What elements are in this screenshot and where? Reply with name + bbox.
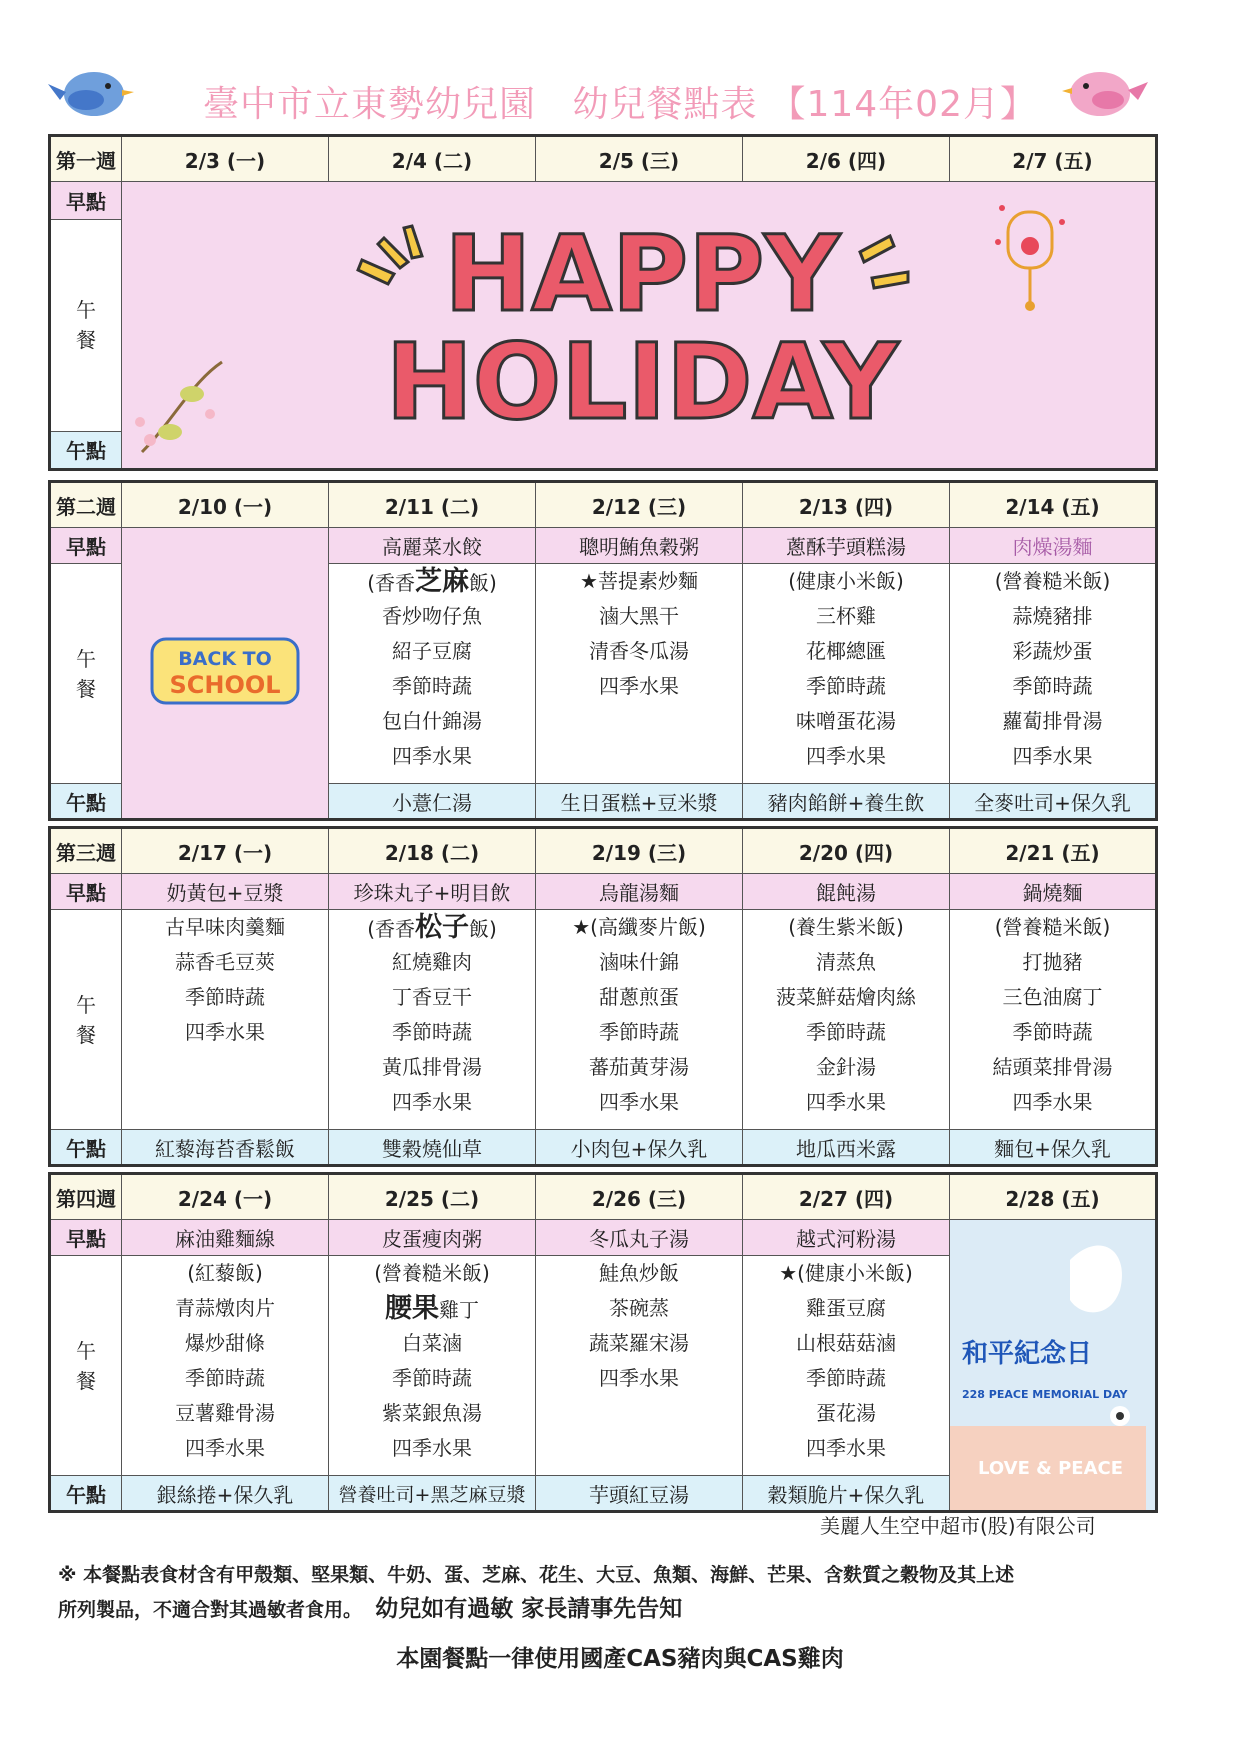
lunch-dish: 青蒜燉肉片 bbox=[175, 1296, 275, 1320]
allergy-notice bbox=[58, 1558, 1168, 1627]
supplier-name: 美麗人生空中超市(股)有限公司 bbox=[820, 1514, 1096, 1538]
snack-item: 紅藜海苔香鬆飯 bbox=[122, 1130, 329, 1166]
lunch-dish: 季節時蔬 bbox=[1012, 674, 1093, 698]
snack-item: 營養吐司+黑芝麻豆漿 bbox=[329, 1476, 536, 1512]
lunch-dish: 四季水果 bbox=[806, 744, 886, 768]
day-header: 2/11 (二) bbox=[329, 482, 536, 528]
day-header: 2/18 (二) bbox=[329, 828, 536, 874]
lunch-dish: 彩蔬炒蛋 bbox=[1012, 639, 1093, 663]
lunch-dish: 四季水果 bbox=[392, 744, 472, 768]
lunch-dish: (養生紫米飯) bbox=[788, 915, 904, 939]
lunch-dish: 滷味什錦 bbox=[599, 950, 679, 974]
lunch-dish: 丁香豆干 bbox=[392, 985, 472, 1009]
lunch-cell bbox=[329, 564, 536, 784]
breakfast-item: 肉燥湯麵 bbox=[950, 528, 1157, 564]
snack-item: 生日蛋糕+豆米漿 bbox=[536, 784, 743, 820]
lunch-cell bbox=[743, 1256, 950, 1476]
lunch-dish: 紫菜銀魚湯 bbox=[382, 1401, 482, 1425]
lunch-label: 午 餐 bbox=[50, 910, 122, 1130]
school-badge-line1: BACK TO bbox=[178, 647, 272, 670]
peace-title: 和平紀念日 bbox=[962, 1339, 1093, 1369]
lunch-dish: 香炒吻仔魚 bbox=[382, 604, 482, 628]
lunch-dish: 黃瓜排骨湯 bbox=[382, 1055, 482, 1079]
lunch-label: 午 餐 bbox=[50, 1256, 122, 1476]
week-3-table bbox=[48, 826, 1158, 1167]
breakfast-item: 珍珠丸子+明目飲 bbox=[329, 874, 536, 910]
lunch-dish: 季節時蔬 bbox=[185, 1366, 265, 1390]
breakfast-item: 越式河粉湯 bbox=[743, 1220, 950, 1256]
day-header: 2/7 (五) bbox=[950, 136, 1157, 182]
week-label: 第四週 bbox=[50, 1174, 122, 1220]
holiday-line2: HOLIDAY bbox=[385, 321, 899, 443]
lunch-dish: 蘿蔔排骨湯 bbox=[1002, 709, 1103, 733]
lunch-dish: 蕃茄黃芽湯 bbox=[589, 1055, 689, 1079]
lunch-dish: 古早味肉羹麵 bbox=[165, 915, 285, 939]
lunch-dish: 蒜香毛豆莢 bbox=[175, 950, 275, 974]
lunch-dish: 季節時蔬 bbox=[806, 1366, 886, 1390]
lunch-dish: (營養糙米飯) bbox=[374, 1261, 490, 1285]
lunch-dish: 季節時蔬 bbox=[185, 985, 265, 1009]
lunch-dish: (紅藜飯) bbox=[187, 1261, 263, 1285]
day-header: 2/26 (三) bbox=[536, 1174, 743, 1220]
lunch-cell bbox=[329, 910, 536, 1130]
lunch-dish: (香香松子飯) bbox=[367, 912, 497, 943]
lunch-cell bbox=[536, 564, 743, 784]
back-to-school-badge bbox=[140, 631, 310, 711]
week-label: 第三週 bbox=[50, 828, 122, 874]
lunch-dish: (健康小米飯) bbox=[788, 569, 904, 593]
lunch-dish: 四季水果 bbox=[1012, 1090, 1093, 1114]
lunch-cell bbox=[743, 910, 950, 1130]
allergy-notice-line2: 所列製品，不適合對其過敏者食用。 幼兒如有過敏 家長請事先告知 bbox=[58, 1596, 683, 1622]
lunch-cell bbox=[122, 1256, 329, 1476]
peace-day-cell bbox=[950, 1220, 1157, 1512]
lunch-dish: 爆炒甜條 bbox=[185, 1331, 265, 1355]
snack-item: 小肉包+保久乳 bbox=[536, 1130, 743, 1166]
lunch-dish: 蒜燒豬排 bbox=[1012, 604, 1093, 628]
lunch-dish: 季節時蔬 bbox=[392, 1366, 472, 1390]
snack-label: 午點 bbox=[50, 431, 122, 469]
pink-bird-icon bbox=[1060, 58, 1150, 122]
snack-item: 穀類脆片+保久乳 bbox=[743, 1476, 950, 1512]
breakfast-item: 冬瓜丸子湯 bbox=[536, 1220, 743, 1256]
lunch-dish: 四季水果 bbox=[599, 674, 679, 698]
lunch-dish: 清蒸魚 bbox=[816, 950, 876, 974]
breakfast-item: 烏龍湯麵 bbox=[536, 874, 743, 910]
breakfast-label: 早點 bbox=[50, 528, 122, 564]
lunch-dish: 三杯雞 bbox=[816, 604, 876, 628]
lunch-cell bbox=[536, 1256, 743, 1476]
school-name: 臺中市立東勢幼兒園 bbox=[202, 84, 536, 125]
lunch-dish: 季節時蔬 bbox=[806, 674, 886, 698]
lunch-dish: ★菩提素炒麵 bbox=[580, 569, 698, 593]
day-header: 2/3 (一) bbox=[122, 136, 329, 182]
lunch-dish: 紅燒雞肉 bbox=[392, 950, 472, 974]
week-1-table bbox=[48, 134, 1158, 471]
peace-subtitle: 228 PEACE MEMORIAL DAY bbox=[962, 1388, 1128, 1401]
day-header: 2/10 (一) bbox=[122, 482, 329, 528]
week-2-table bbox=[48, 480, 1158, 821]
snack-item: 麵包+保久乳 bbox=[950, 1130, 1157, 1166]
lunch-dish: 金針湯 bbox=[816, 1055, 876, 1079]
lunch-dish: 季節時蔬 bbox=[806, 1020, 886, 1044]
page-header bbox=[0, 62, 1240, 142]
snack-label: 午點 bbox=[50, 784, 122, 820]
breakfast-item: 蔥酥芋頭糕湯 bbox=[743, 528, 950, 564]
lunch-dish: ★(健康小米飯) bbox=[779, 1261, 913, 1285]
lunch-dish: 茶碗蒸 bbox=[609, 1296, 669, 1320]
week-4-table bbox=[48, 1172, 1158, 1513]
lunch-dish: 滷大黑干 bbox=[599, 604, 679, 628]
peace-motto: LOVE & PEACE bbox=[978, 1458, 1124, 1479]
lunch-dish: 菠菜鮮菇燴肉絲 bbox=[776, 985, 916, 1009]
breakfast-item: 聰明鮪魚穀粥 bbox=[536, 528, 743, 564]
lunch-dish: 季節時蔬 bbox=[392, 1020, 472, 1044]
lunch-dish: (營養糙米飯) bbox=[994, 915, 1111, 939]
birdcage-icon bbox=[995, 205, 1065, 311]
lunch-dish: 鮭魚炒飯 bbox=[599, 1261, 679, 1285]
day-header: 2/25 (二) bbox=[329, 1174, 536, 1220]
breakfast-item: 奶黃包+豆漿 bbox=[122, 874, 329, 910]
day-header: 2/27 (四) bbox=[743, 1174, 950, 1220]
blossom-branch-icon bbox=[135, 362, 222, 452]
day-header: 2/4 (二) bbox=[329, 136, 536, 182]
lunch-dish: 三色油腐丁 bbox=[1002, 985, 1103, 1009]
day-header: 2/14 (五) bbox=[950, 482, 1157, 528]
day-header: 2/24 (一) bbox=[122, 1174, 329, 1220]
lunch-cell bbox=[329, 1256, 536, 1476]
lunch-dish: 紹子豆腐 bbox=[392, 639, 472, 663]
day-header: 2/17 (一) bbox=[122, 828, 329, 874]
lunch-dish: 四季水果 bbox=[806, 1436, 886, 1460]
lunch-dish: ★(高纖麥片飯) bbox=[572, 915, 706, 939]
snack-label: 午點 bbox=[50, 1476, 122, 1512]
lunch-cell bbox=[743, 564, 950, 784]
snack-item: 銀絲捲+保久乳 bbox=[122, 1476, 329, 1512]
snack-item: 地瓜西米露 bbox=[743, 1130, 950, 1166]
school-badge-line2: SCHOOL bbox=[169, 670, 281, 699]
lunch-dish: 四季水果 bbox=[392, 1090, 472, 1114]
lunch-dish: 四季水果 bbox=[599, 1366, 679, 1390]
holiday-line1: HAPPY bbox=[444, 213, 840, 335]
lunch-dish: 季節時蔬 bbox=[1012, 1020, 1093, 1044]
allergy-notice-line1: ※ 本餐點表食材含有甲殼類、堅果類、牛奶、蛋、芝麻、花生、大豆、魚類、海鮮、芒果、含麩質之穀物及其上述 bbox=[58, 1564, 1015, 1586]
snack-item: 豬肉餡餅+養生飲 bbox=[743, 784, 950, 820]
lunch-dish: 四季水果 bbox=[185, 1020, 265, 1044]
lunch-cell bbox=[536, 910, 743, 1130]
day-header: 2/13 (四) bbox=[743, 482, 950, 528]
lunch-dish: 四季水果 bbox=[806, 1090, 886, 1114]
lunch-cell bbox=[950, 564, 1157, 784]
lunch-dish: 季節時蔬 bbox=[599, 1020, 679, 1044]
lunch-dish: (營養糙米飯) bbox=[994, 569, 1111, 593]
breakfast-item: 餛飩湯 bbox=[743, 874, 950, 910]
week-label: 第二週 bbox=[50, 482, 122, 528]
snack-item: 雙穀燒仙草 bbox=[329, 1130, 536, 1166]
lunch-cell bbox=[950, 910, 1157, 1130]
day-header: 2/20 (四) bbox=[743, 828, 950, 874]
lunch-cell bbox=[122, 910, 329, 1130]
lunch-dish: 四季水果 bbox=[1012, 744, 1093, 768]
day-header: 2/21 (五) bbox=[950, 828, 1157, 874]
lunch-dish: 白菜滷 bbox=[402, 1331, 462, 1355]
breakfast-item: 麻油雞麵線 bbox=[122, 1220, 329, 1256]
lunch-dish: 甜蔥煎蛋 bbox=[599, 985, 679, 1009]
snack-item: 全麥吐司+保久乳 bbox=[950, 784, 1157, 820]
lunch-dish: 打拋豬 bbox=[1022, 950, 1083, 974]
day-header: 2/19 (三) bbox=[536, 828, 743, 874]
lunch-dish: 豆薯雞骨湯 bbox=[175, 1401, 275, 1425]
lunch-dish: (香香芝麻飯) bbox=[367, 566, 497, 597]
holiday-banner bbox=[122, 182, 1157, 470]
snack-label: 午點 bbox=[50, 1130, 122, 1166]
breakfast-item: 鍋燒麵 bbox=[950, 874, 1157, 910]
menu-title: 幼兒餐點表 bbox=[572, 84, 758, 125]
lunch-dish: 季節時蔬 bbox=[392, 674, 472, 698]
menu-period: 【114年02月】 bbox=[769, 84, 1037, 125]
day-header: 2/5 (三) bbox=[536, 136, 743, 182]
breakfast-label: 早點 bbox=[50, 182, 122, 220]
lunch-label: 午 餐 bbox=[50, 564, 122, 784]
lunch-dish: 四季水果 bbox=[599, 1090, 679, 1114]
day-header: 2/6 (四) bbox=[743, 136, 950, 182]
breakfast-item: 皮蛋瘦肉粥 bbox=[329, 1220, 536, 1256]
lunch-dish: 蔬菜羅宋湯 bbox=[589, 1331, 689, 1355]
breakfast-label: 早點 bbox=[50, 874, 122, 910]
lunch-dish: 雞蛋豆腐 bbox=[806, 1296, 886, 1320]
lunch-dish: 山根菇菇滷 bbox=[796, 1331, 896, 1355]
day-header: 2/28 (五) bbox=[950, 1174, 1157, 1220]
breakfast-item: 高麗菜水餃 bbox=[329, 528, 536, 564]
page-title bbox=[0, 76, 1240, 127]
lunch-dish: 清香冬瓜湯 bbox=[589, 639, 689, 663]
lunch-dish: 四季水果 bbox=[185, 1436, 265, 1460]
week-label: 第一週 bbox=[50, 136, 122, 182]
lunch-dish: 結頭菜排骨湯 bbox=[992, 1055, 1113, 1079]
back-to-school-cell bbox=[122, 528, 329, 820]
lunch-dish: 花椰總匯 bbox=[806, 639, 886, 663]
peace-memorial-poster bbox=[950, 1220, 1146, 1510]
lunch-dish: 蛋花湯 bbox=[816, 1401, 876, 1425]
snack-item: 小薏仁湯 bbox=[329, 784, 536, 820]
breakfast-label: 早點 bbox=[50, 1220, 122, 1256]
happy-holiday-art bbox=[122, 182, 1152, 468]
lunch-dish: 包白什錦湯 bbox=[382, 709, 482, 733]
lunch-dish: 腰果雞丁 bbox=[385, 1293, 479, 1324]
day-header: 2/12 (三) bbox=[536, 482, 743, 528]
snack-item: 芋頭紅豆湯 bbox=[536, 1476, 743, 1512]
cas-statement: 本園餐點一律使用國產CAS豬肉與CAS雞肉 bbox=[396, 1646, 844, 1672]
allergy-warning: 幼兒如有過敏 家長請事先告知 bbox=[375, 1596, 683, 1622]
lunch-label: 午 餐 bbox=[50, 220, 122, 431]
lunch-dish: 四季水果 bbox=[392, 1436, 472, 1460]
lunch-dish: 味噌蛋花湯 bbox=[796, 709, 896, 733]
